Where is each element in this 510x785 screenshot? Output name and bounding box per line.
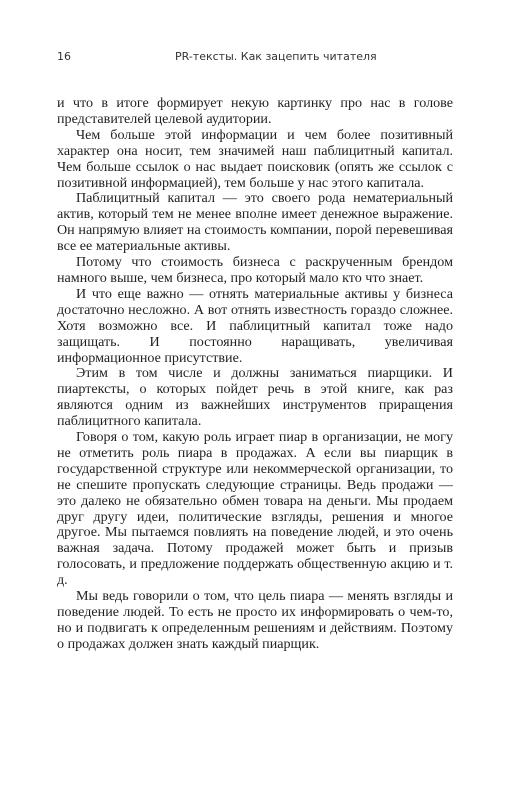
running-head: PR-тексты. Как зацепить читателя <box>175 50 377 63</box>
paragraph-continuation: и что в итоге формирует некую картинку про нас в голове представителей целевой аудитории. <box>57 95 453 127</box>
paragraph: Говоря о том, какую роль играет пиар в организации, не могу не отметить роль пиара в продажах. А если вы пиарщик в государственной структуре или некоммерческой организации, то не спешите пропускать следующие страницы. Ведь продажи — это далеко не обязательно обмен товара на деньги. Мы продаем друг другу идеи, политические взгляды, решения и многое другое. Мы пытаемся повлиять на поведение людей, и это очень важная задача. Потому продажей может быть и призыв голосовать, и предложение поддержать общественную акцию и т. д. <box>57 429 453 589</box>
page-header <box>57 50 453 66</box>
paragraph: Паблицитный капитал — это своего рода нематериальный актив, который тем не менее вполне имеет денежное выражение. Он напрямую влияет на стоимость компании, порой перевешивая все ее материальные активы. <box>57 190 453 255</box>
body-text <box>57 96 453 653</box>
paragraph: Этим в том числе и должны заниматься пиарщики. И пиартексты, о которых пойдет речь в этой книге, как раз являются одним из важнейших инструментов приращения паблицитного капитала. <box>57 365 453 430</box>
page-number: 16 <box>57 50 71 63</box>
paragraph: Потому что стоимость бизнеса с раскрученным брендом намного выше, чем бизнеса, про который мало кто что знает. <box>57 254 453 286</box>
paragraph: И что еще важно — отнять материальные активы у бизнеса достаточно несложно. А вот отнять известность гораздо сложнее. Хотя возможно все. И паблицитный капитал тоже надо защищать. И постоянно наращивать, увеличивая информационное присутствие. <box>57 285 453 366</box>
paragraph: Мы ведь говорили о том, что цель пиара — менять взгляды и поведение людей. То есть не просто их информировать о чем-то, но и подвигать к определенным решениям и действиям. Поэтому о продажах должен знать каждый пиарщик. <box>57 588 453 652</box>
paragraph: Чем больше этой информации и чем более позитивный характер она носит, тем значимей наш паблицитный капитал. Чем больше ссылок о нас выдает поисковик (опять же ссылок с позитивной информацией), тем больше у нас этого капитала. <box>57 126 453 191</box>
